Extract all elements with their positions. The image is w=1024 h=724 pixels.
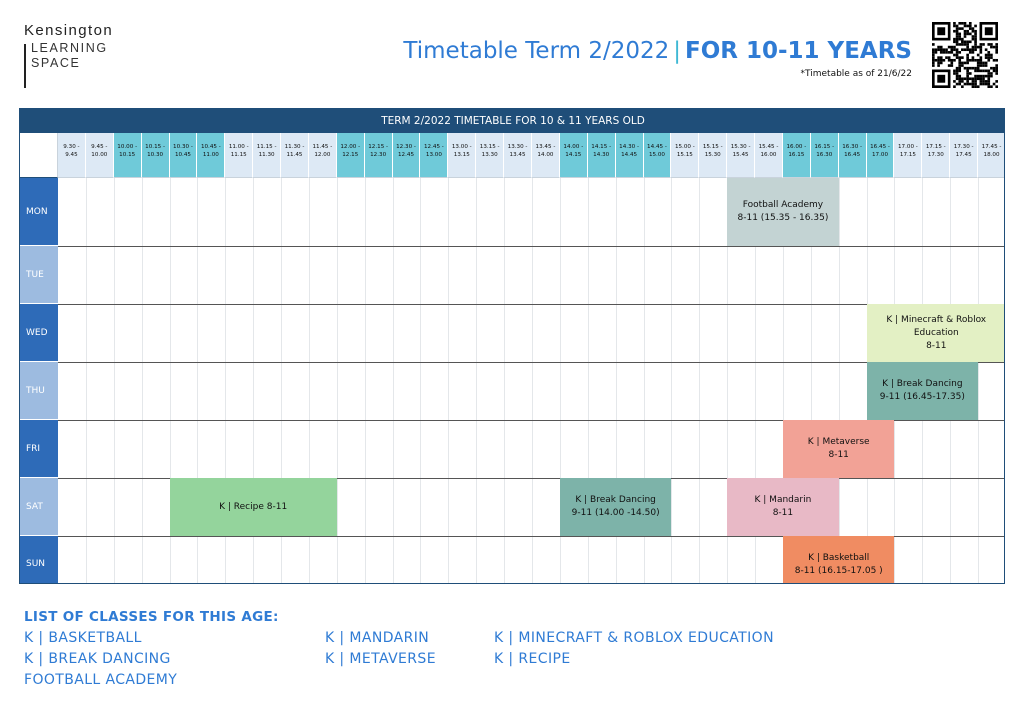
time-slot-start: 17.15 - bbox=[925, 144, 946, 150]
class-block[interactable] bbox=[867, 362, 979, 420]
class-block-line: 8-11 bbox=[926, 340, 947, 351]
time-slot-start: 14.15 - bbox=[591, 144, 612, 150]
grid-column-line bbox=[699, 178, 700, 584]
time-slot-header bbox=[978, 133, 1005, 178]
title-term: Timetable Term 2/2022 bbox=[403, 38, 670, 64]
class-list-item: K | MANDARIN bbox=[325, 630, 430, 646]
time-slot-end: 16.00 bbox=[760, 152, 777, 158]
time-slot-header bbox=[393, 133, 421, 178]
time-slot-end: 13.15 bbox=[453, 152, 470, 158]
time-slot-start: 15.45 - bbox=[758, 144, 779, 150]
time-slot-end: 12.00 bbox=[314, 152, 331, 158]
class-block-line: 8-11 bbox=[828, 450, 849, 460]
time-slot-end: 11.00 bbox=[202, 152, 219, 158]
grid-column-line bbox=[337, 178, 338, 584]
time-slot-start: 12.00 - bbox=[340, 144, 361, 150]
time-slot-start: 12.45 - bbox=[424, 144, 444, 150]
time-slot-start: 13.30 - bbox=[507, 144, 528, 150]
header-corner bbox=[20, 133, 58, 178]
class-block-line: K | Recipe 8-11 bbox=[219, 501, 288, 512]
logo-line-2: SPACE bbox=[31, 56, 81, 70]
time-slot-header bbox=[142, 133, 170, 178]
time-slot-header bbox=[476, 133, 504, 178]
class-block[interactable] bbox=[560, 478, 672, 536]
day-label-wed: WED bbox=[20, 304, 58, 362]
time-slot-end: 14.00 bbox=[537, 152, 554, 158]
time-slot-header bbox=[337, 133, 365, 178]
time-slot-header bbox=[309, 133, 337, 178]
time-slot-end: 16.30 bbox=[816, 152, 833, 158]
time-slot-header bbox=[365, 133, 393, 178]
time-slot-start: 10.30 - bbox=[173, 144, 193, 150]
time-slot-header bbox=[811, 133, 839, 178]
grid-row-line bbox=[58, 304, 1005, 305]
grid-column-line bbox=[839, 178, 840, 584]
time-slot-end: 15.00 bbox=[648, 152, 665, 158]
time-slot-header bbox=[867, 133, 895, 178]
grid-column-line bbox=[448, 178, 449, 584]
time-slot-header bbox=[448, 133, 476, 178]
time-slot-end: 11.30 bbox=[258, 152, 275, 158]
time-slot-start: 15.30 - bbox=[730, 144, 751, 150]
grid-column-line bbox=[420, 178, 421, 584]
time-slot-start: 14.00 - bbox=[563, 144, 584, 150]
time-slot-start: 17.45 - bbox=[981, 144, 1002, 150]
timetable-as-of: *Timetable as of 21/6/22 bbox=[800, 69, 912, 79]
time-slot-header bbox=[58, 133, 86, 178]
class-block[interactable] bbox=[727, 478, 839, 536]
grid-column-line bbox=[86, 178, 87, 584]
time-slot-end: 10.00 bbox=[91, 152, 108, 158]
time-slot-header bbox=[588, 133, 616, 178]
timetable-grid bbox=[19, 108, 1005, 584]
time-slot-start: 10.00 - bbox=[117, 144, 138, 150]
time-slot-header bbox=[170, 133, 198, 178]
day-label-sat: SAT bbox=[20, 478, 58, 536]
time-slot-start: 12.15 - bbox=[368, 144, 389, 150]
time-slot-end: 15.15 bbox=[676, 152, 693, 158]
class-block[interactable] bbox=[727, 178, 839, 246]
class-block-line: K | Break Dancing bbox=[882, 379, 963, 389]
class-block-line: K | Mandarin bbox=[754, 495, 812, 505]
time-slot-end: 13.00 bbox=[425, 152, 442, 158]
time-slot-start: 11.30 - bbox=[284, 144, 305, 150]
class-block-line: K | Basketball bbox=[808, 552, 870, 563]
time-slot-end: 10.15 bbox=[119, 152, 136, 158]
grid-column-line bbox=[365, 178, 366, 584]
time-slot-start: 17.30 - bbox=[953, 144, 974, 150]
class-block-line: 9-11 (16.45-17.35) bbox=[879, 392, 965, 402]
header bbox=[403, 36, 912, 79]
class-list-item: K | BREAK DANCING bbox=[24, 651, 171, 667]
time-slot-end: 10.45 bbox=[174, 152, 191, 158]
time-slot-header bbox=[114, 133, 142, 178]
time-slot-end: 11.15 bbox=[230, 152, 247, 158]
class-block[interactable] bbox=[783, 420, 895, 478]
time-slot-start: 16.30 - bbox=[842, 144, 863, 150]
time-slot-start: 16.00 - bbox=[786, 144, 807, 150]
time-slot-end: 15.45 bbox=[732, 152, 749, 158]
time-slot-header bbox=[197, 133, 225, 178]
time-slot-start: 14.30 - bbox=[619, 144, 639, 150]
time-slot-header bbox=[253, 133, 281, 178]
time-slot-start: 9.45 - bbox=[91, 144, 108, 150]
time-slot-end: 14.15 bbox=[565, 152, 582, 158]
logo-bar bbox=[24, 44, 26, 88]
page-title bbox=[403, 36, 912, 66]
time-slot-start: 11.45 - bbox=[312, 144, 333, 150]
grid-column-line bbox=[532, 178, 533, 584]
grid-column-line bbox=[114, 178, 115, 584]
class-block-line: 8-11 (15.35 - 16.35) bbox=[737, 213, 829, 223]
grid-row-line bbox=[58, 362, 1005, 363]
time-slot-header bbox=[225, 133, 253, 178]
time-slot-end: 15.30 bbox=[704, 152, 721, 158]
time-slot-end: 12.15 bbox=[342, 152, 359, 158]
logo-name: Kensington bbox=[24, 22, 114, 39]
time-slot-header bbox=[727, 133, 755, 178]
logo-line-1: LEARNING bbox=[31, 41, 108, 55]
time-slot-end: 12.45 bbox=[398, 152, 415, 158]
class-list-title: LIST OF CLASSES FOR THIS AGE: bbox=[24, 609, 279, 625]
time-slot-start: 15.15 - bbox=[702, 144, 723, 150]
title-separator: | bbox=[673, 38, 681, 64]
time-slot-start: 13.15 - bbox=[479, 144, 500, 150]
time-slot-end: 13.45 bbox=[509, 152, 526, 158]
time-slot-start: 11.15 - bbox=[256, 144, 277, 150]
class-block-line: 8-11 (16.15-17.05 ) bbox=[794, 565, 883, 576]
time-slot-end: 17.15 bbox=[899, 152, 916, 158]
time-slot-header bbox=[560, 133, 588, 178]
time-slot-start: 12.30 - bbox=[396, 144, 416, 150]
day-label-tue: TUE bbox=[20, 246, 58, 304]
class-block-line: 9-11 (14.00 -14.50) bbox=[571, 508, 660, 518]
time-slot-header bbox=[420, 133, 448, 178]
time-slot-header bbox=[755, 133, 783, 178]
grid-column-line bbox=[142, 178, 143, 584]
class-block[interactable] bbox=[170, 478, 337, 536]
time-slot-start: 10.45 - bbox=[200, 144, 221, 150]
title-age: FOR 10-11 YEARS bbox=[685, 38, 912, 64]
time-slot-end: 11.45 bbox=[286, 152, 303, 158]
kensington-logo bbox=[24, 22, 113, 71]
class-block[interactable] bbox=[783, 536, 895, 584]
time-slot-end: 18.00 bbox=[983, 152, 1000, 158]
time-slot-start: 13.00 - bbox=[451, 144, 472, 150]
class-list-item: K | RECIPE bbox=[494, 651, 571, 667]
time-slot-header bbox=[281, 133, 309, 178]
grid-column-line bbox=[504, 178, 505, 584]
time-slot-header bbox=[504, 133, 532, 178]
grid-row-line bbox=[58, 246, 1005, 247]
time-slot-header bbox=[616, 133, 644, 178]
class-list-item: K | MINECRAFT & ROBLOX EDUCATION bbox=[494, 630, 774, 646]
time-slot-header bbox=[839, 133, 867, 178]
time-slot-end: 17.45 bbox=[955, 152, 972, 158]
grid-column-line bbox=[476, 178, 477, 584]
class-block-line: K | Minecraft & Roblox bbox=[886, 314, 987, 325]
time-slot-header bbox=[699, 133, 727, 178]
class-block-line: K | Metaverse bbox=[807, 437, 870, 447]
time-slot-start: 13.45 - bbox=[535, 144, 556, 150]
time-slot-start: 14.45 - bbox=[647, 144, 667, 150]
day-label-sun: SUN bbox=[20, 536, 58, 584]
time-slot-header bbox=[950, 133, 978, 178]
time-slot-end: 14.45 bbox=[621, 152, 638, 158]
class-list-item: K | BASKETBALL bbox=[24, 630, 142, 646]
time-slot-header bbox=[86, 133, 114, 178]
time-slot-start: 10.15 - bbox=[145, 144, 165, 150]
class-list-item: K | METAVERSE bbox=[325, 651, 436, 667]
time-slot-end: 9.45 bbox=[65, 152, 78, 158]
timetable-title: TERM 2/2022 TIMETABLE FOR 10 & 11 YEARS OLD bbox=[20, 109, 1005, 133]
class-block-line: 8-11 bbox=[772, 508, 794, 518]
time-slot-end: 10.30 bbox=[147, 152, 164, 158]
qr-code-icon bbox=[932, 22, 998, 88]
time-slot-end: 14.30 bbox=[593, 152, 610, 158]
grid-column-line bbox=[393, 178, 394, 584]
time-slot-end: 13.30 bbox=[481, 152, 498, 158]
time-slot-header bbox=[671, 133, 699, 178]
time-slot-header bbox=[532, 133, 560, 178]
class-block-line: Football Academy bbox=[742, 200, 824, 210]
time-slot-header bbox=[922, 133, 950, 178]
time-slot-end: 12.30 bbox=[370, 152, 387, 158]
time-slot-header bbox=[644, 133, 672, 178]
day-label-fri: FRI bbox=[20, 420, 58, 478]
time-slot-end: 16.45 bbox=[844, 152, 861, 158]
grid-column-line bbox=[671, 178, 672, 584]
time-slot-header bbox=[894, 133, 922, 178]
time-slot-start: 16.45 - bbox=[870, 144, 890, 150]
day-label-mon: MON bbox=[20, 178, 58, 246]
class-list-item: FOOTBALL ACADEMY bbox=[24, 672, 178, 688]
time-slot-end: 16.15 bbox=[788, 152, 805, 158]
time-slot-header bbox=[783, 133, 811, 178]
time-slot-end: 17.00 bbox=[872, 152, 889, 158]
class-block-line: K | Break Dancing bbox=[575, 495, 656, 505]
class-block[interactable] bbox=[867, 304, 1005, 362]
time-slot-start: 9.30 - bbox=[63, 144, 80, 150]
time-slot-start: 16.15 - bbox=[814, 144, 835, 150]
time-slot-start: 17.00 - bbox=[898, 144, 918, 150]
time-slot-end: 17.30 bbox=[927, 152, 944, 158]
time-slot-start: 15.00 - bbox=[674, 144, 695, 150]
logo-subtitle bbox=[31, 41, 113, 71]
time-slot-start: 11.00 - bbox=[228, 144, 249, 150]
day-label-thu: THU bbox=[20, 362, 58, 420]
grid-column-line bbox=[978, 178, 979, 584]
class-block-line: Education bbox=[913, 327, 959, 338]
